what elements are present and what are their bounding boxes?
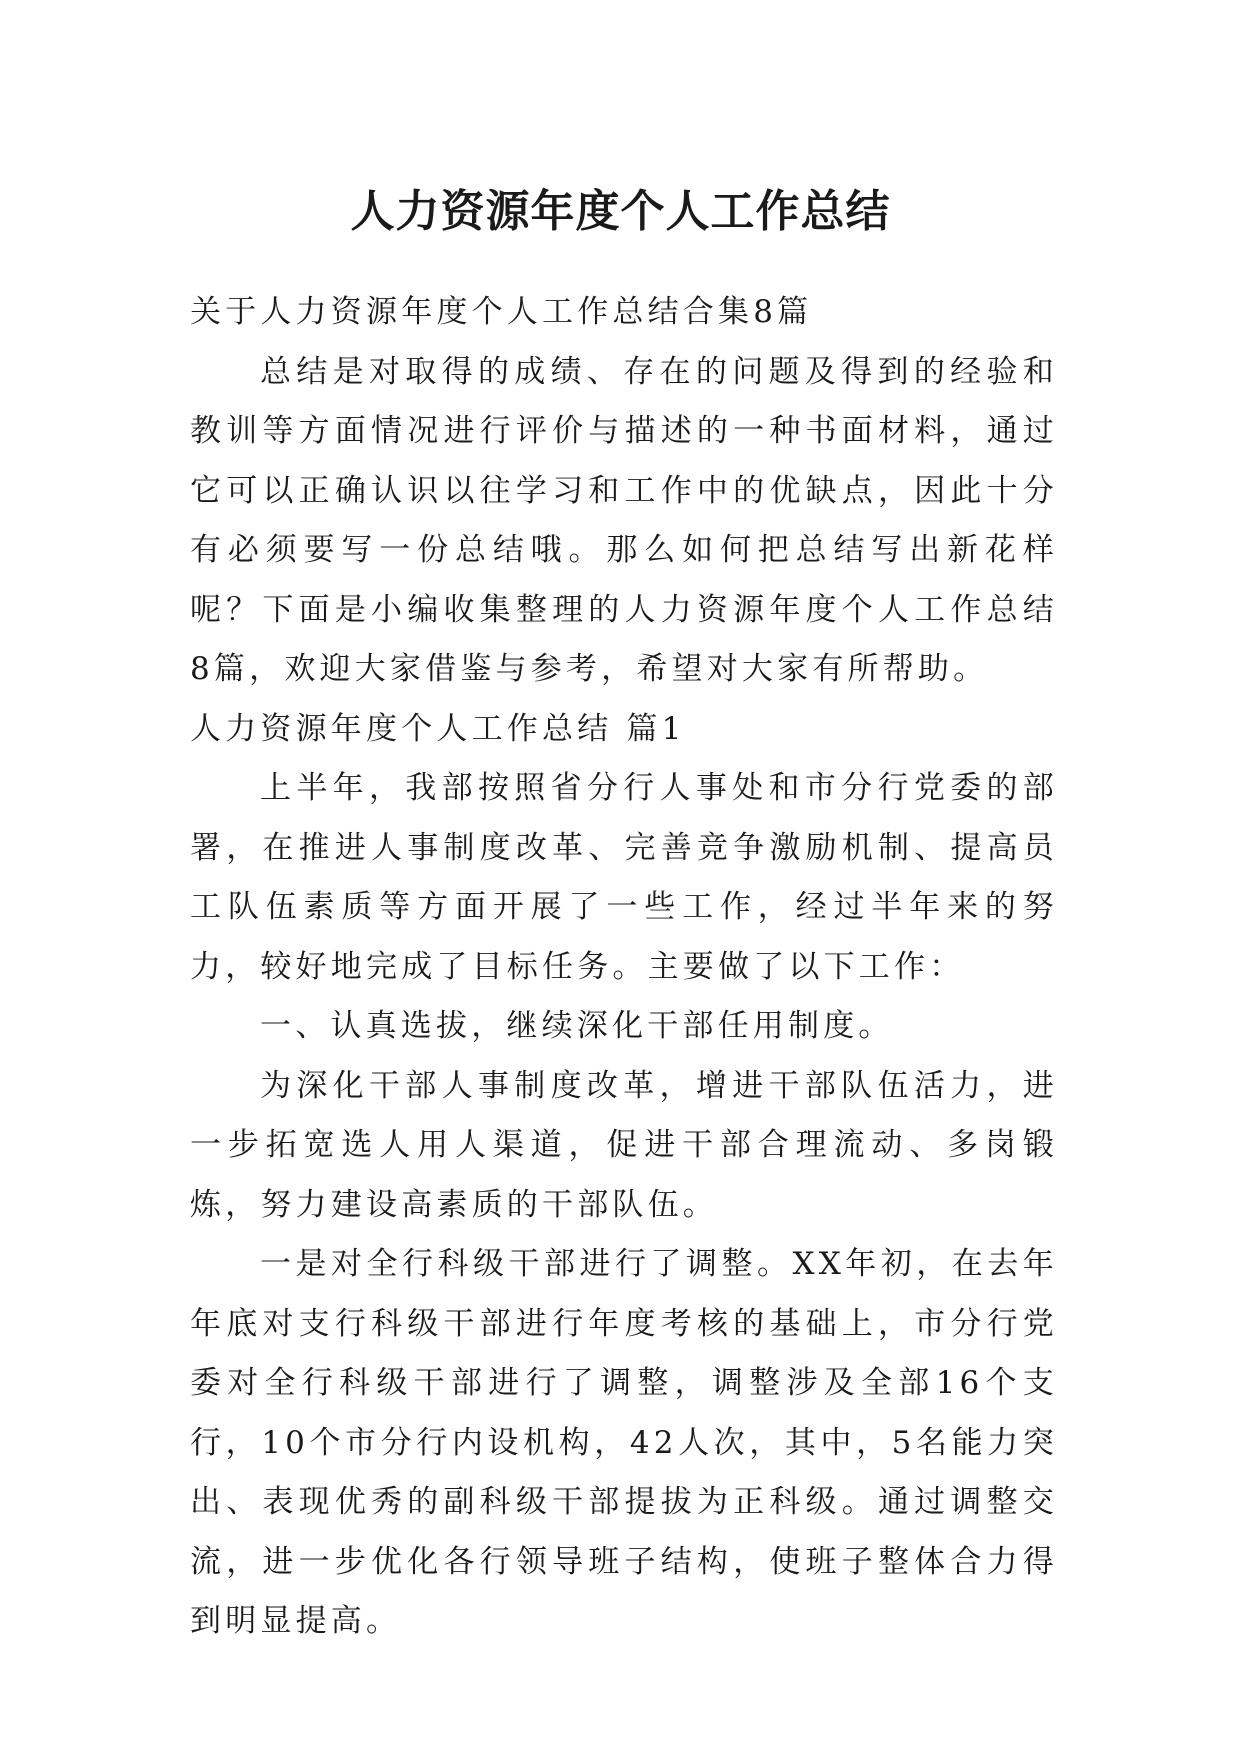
document-body	[190, 283, 1058, 1652]
intro-paragraph: 总结是对取得的成绩、存在的问题及得到的经验和教训等方面情况进行评价与描述的一种书面材料，通过它可以正确认识以往学习和工作中的优缺点，因此十分有必须要写一份总结哦。那么如何把总结写出新花样呢？下面是小编收集整理的人力资源年度个人工作总结8篇，欢迎大家借鉴与参考，希望对大家有所帮助。	[190, 353, 1058, 687]
body-paragraph: 为深化干部人事制度改革，增进干部队伍活力，进一步拓宽选人用人渠道，促进干部合理流动、多岗锻炼，努力建设高素质的干部队伍。	[190, 1067, 1058, 1223]
body-paragraph: 上半年，我部按照省分行人事处和市分行党委的部署，在推进人事制度改革、完善竞争激励机制、提高员工队伍素质等方面开展了一些工作，经过半年来的努力，较好地完成了目标任务。主要做了以下工作：	[190, 770, 1058, 985]
body-paragraph: 一、认真选拔，继续深化干部任用制度。	[260, 1008, 894, 1044]
section-heading: 人力资源年度个人工作总结 篇1	[190, 710, 686, 747]
document-title: 人力资源年度个人工作总结	[350, 186, 891, 238]
body-paragraph: 一是对全行科级干部进行了调整。XX年初，在去年年底对支行科级干部进行年度考核的基础上，市分行党委对全行科级干部进行了调整，调整涉及全部16个支行，10个市分行内设机构，42人次，其中，5名能力突出、表现优秀的副科级干部提拔为正科级。通过调整交流，进一步优化各行领导班子结构，使班子整体合力得到明显提高。	[190, 1246, 1058, 1639]
subtitle-line: 关于人力资源年度个人工作总结合集8篇	[190, 294, 813, 330]
